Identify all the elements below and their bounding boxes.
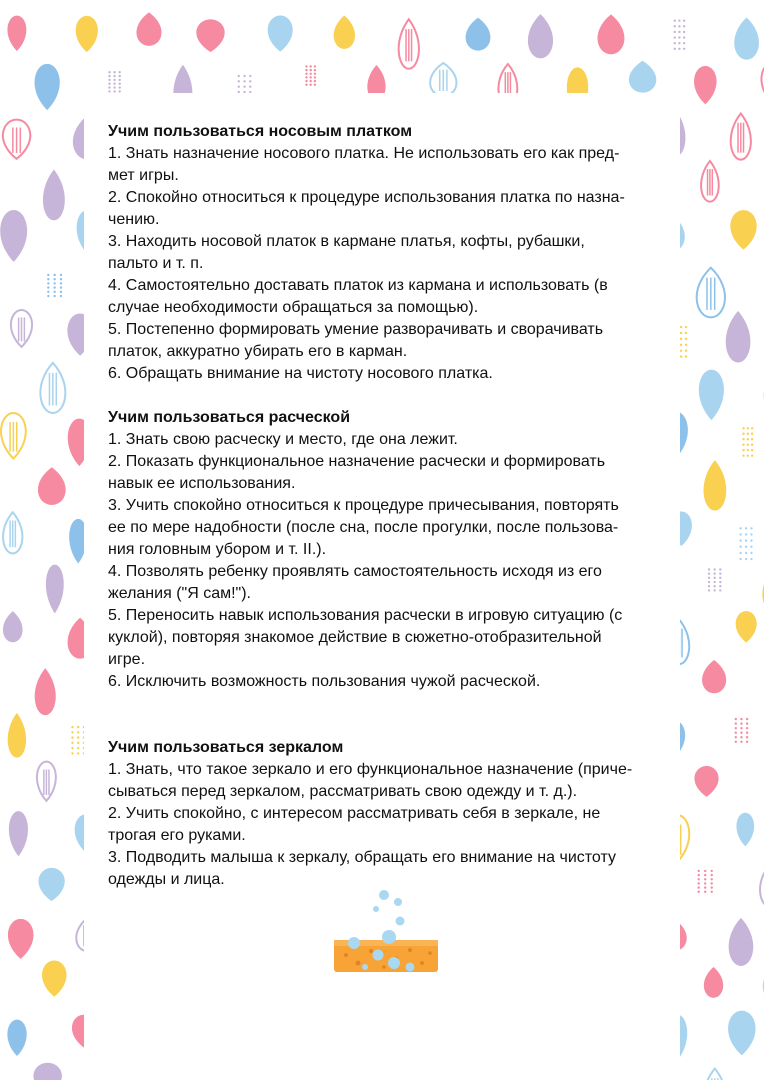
drop-shape <box>35 64 60 110</box>
drop-shape <box>9 811 28 856</box>
document-body <box>108 121 663 891</box>
section-title: Учим пользоваться зеркалом <box>108 739 344 756</box>
text-line: 4. Самостоятельно доставать платок из кармана и использовать (в <box>108 277 608 294</box>
drop-shape <box>268 16 293 52</box>
text-line: 5. Постепенно формировать умение разворачивать и сворачивать <box>108 321 604 338</box>
drop-shape <box>41 268 69 303</box>
drop-shape <box>694 66 716 104</box>
drop-shape <box>46 565 64 614</box>
drop-shape <box>697 268 725 318</box>
text-line: одежды и лица. <box>108 871 225 888</box>
drop-shape <box>0 210 27 262</box>
drop-shape <box>43 169 65 220</box>
text-line: 6. Обращать внимание на чистоту носового платка. <box>108 365 493 382</box>
drop-shape <box>760 863 764 908</box>
drop-shape <box>731 113 751 159</box>
drop-shape <box>3 611 23 642</box>
text-line: 3. Учить спокойно относиться к процедуре причесывания, повторять <box>108 497 619 514</box>
text-line: 1. Знать свою расческу и место, где она лежит. <box>108 431 458 448</box>
drop-shape <box>399 19 419 68</box>
drop-shape <box>730 210 756 249</box>
drop-shape <box>734 17 759 59</box>
drop-shape <box>699 370 724 420</box>
drop-shape <box>729 918 754 966</box>
section-mirror <box>108 737 663 891</box>
text-line: трогая его руками. <box>108 827 246 844</box>
text-line: 3. Находить носовой платок в кармане платья, кофты, рубашки, <box>108 233 585 250</box>
drop-shape <box>37 762 56 801</box>
drop-shape <box>694 766 718 797</box>
drop-shape <box>738 419 757 465</box>
section-handkerchief <box>108 121 663 385</box>
drop-shape <box>691 864 720 899</box>
drop-shape <box>3 512 22 553</box>
drop-shape <box>301 60 320 90</box>
text-line: мет игры. <box>108 167 179 184</box>
drop-shape <box>734 518 758 569</box>
drop-shape <box>728 1011 755 1056</box>
drop-shape <box>701 161 719 202</box>
section-title: Учим пользоваться расческой <box>108 409 351 426</box>
text-line: 5. Переносить навык использования расчески в игровую ситуацию (с <box>108 607 623 624</box>
text-line: 1. Знать, что такое зеркало и его функциональное назначение (приче- <box>108 761 633 778</box>
drop-shape <box>136 12 161 45</box>
text-line: желания ("Я сам!"). <box>108 585 251 602</box>
drop-shape <box>196 19 224 52</box>
drop-shape <box>430 63 456 96</box>
text-line: сываться перед зеркалом, рассматривать свою одежду и т. д.). <box>108 783 578 800</box>
drop-shape <box>598 14 625 54</box>
drop-shape <box>669 11 690 58</box>
drop-shape <box>629 61 656 93</box>
text-line: ее по мере надобности (после сна, после прогулки, после пользова- <box>108 519 619 536</box>
text-line: 2. Показать функциональное назначение расчески и формировать <box>108 453 606 470</box>
drop-shape <box>736 813 754 847</box>
drop-shape <box>466 18 491 51</box>
drop-shape <box>704 967 723 998</box>
text-line: случае необходимости обращаться за помощью). <box>108 299 479 316</box>
text-line: 2. Спокойно относиться к процедуре использования платка по назна- <box>108 189 625 206</box>
drop-shape <box>704 1069 726 1080</box>
drop-shape <box>334 15 355 48</box>
drop-shape <box>8 919 34 959</box>
text-line: 2. Учить спокойно, с интересом рассматривать себя в зеркале, не <box>108 805 601 822</box>
section-title: Учим пользоваться носовым платком <box>108 123 413 140</box>
text-line: 6. Исключить возможность пользования чужой расческой. <box>108 673 541 690</box>
drop-shape <box>40 363 65 413</box>
section-comb <box>108 407 663 693</box>
drop-shape <box>8 713 26 758</box>
drop-shape <box>33 1063 61 1080</box>
drop-shape <box>726 311 751 362</box>
text-line: 3. Подводить малыша к зеркалу, обращать его внимание на чистоту <box>108 849 616 866</box>
text-line: навык ее использования. <box>108 475 296 492</box>
text-line: ния головным убором и т. II.). <box>108 541 327 558</box>
text-line: игре. <box>108 651 146 668</box>
drop-shape <box>704 460 727 510</box>
drop-shape <box>702 562 727 597</box>
drop-shape <box>7 16 26 51</box>
drop-shape <box>702 660 726 693</box>
drop-shape <box>38 467 66 505</box>
drop-shape <box>729 712 754 750</box>
text-line: платок, аккуратно убирать его в карман. <box>108 343 408 360</box>
drop-shape <box>39 868 65 901</box>
drop-shape <box>11 310 32 347</box>
text-line: 4. Позволять ребенку проявлять самостоятельность исходя из его <box>108 563 602 580</box>
text-line: 1. Знать назначение носового платка. Не использовать его как пред- <box>108 145 620 162</box>
sponge-with-bubbles-illustration <box>326 885 442 980</box>
drop-shape <box>76 16 98 52</box>
drop-shape <box>528 14 553 58</box>
drop-shape <box>35 668 56 715</box>
text-line: пальто и т. п. <box>108 255 204 272</box>
drop-shape <box>42 961 66 997</box>
drop-shape <box>736 611 757 642</box>
drop-shape <box>1 413 26 459</box>
text-line: чению. <box>108 211 160 228</box>
text-line: куклой), повторяя знакомое действие в сюжетно-отобразительной <box>108 629 602 646</box>
drop-shape <box>7 1020 26 1056</box>
drop-shape <box>3 120 30 159</box>
